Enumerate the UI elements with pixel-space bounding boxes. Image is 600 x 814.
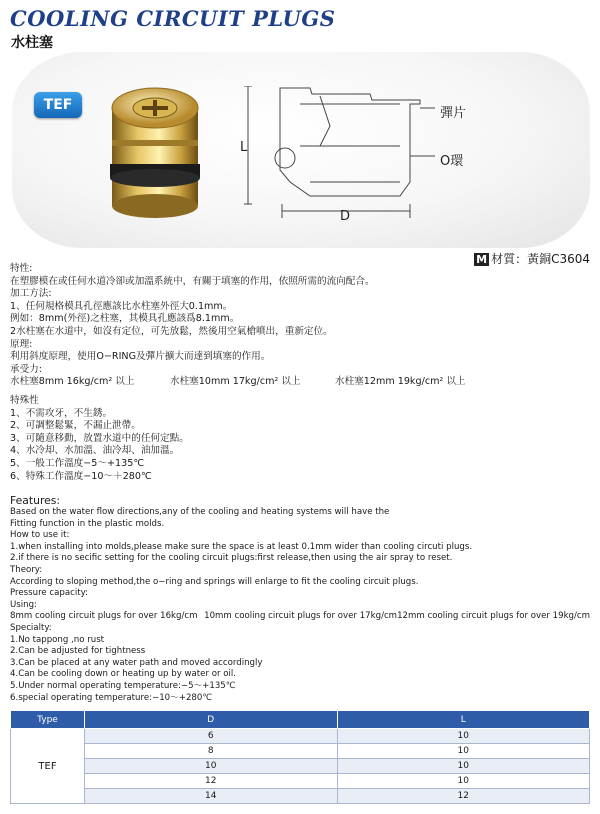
table-row [11,729,590,744]
l-cell: 10 [337,759,590,774]
en-line: 4.Can be cooling down or heating up by water or oil. [10,669,237,680]
cn-line: 5、一般工作溫度−5～+135℃ [10,457,145,469]
en-line: 2.if there is no secific setting for the cooling circuit plugs:first release,then using the air spray to reset. [10,553,453,564]
cn-line: 利用斜度原理，使用O−RING及彈片擴大而達到填塞的作用。 [10,351,271,363]
d-cell: 14 [85,789,338,804]
en-line: Based on the water flow directions,any of the cooling and heating systems will have the [10,507,390,517]
cn-line: 6、特殊工作溫度−10～＋280℃ [10,470,152,482]
dim-l-label: L [240,140,248,155]
table-row [11,759,590,774]
en-line: How to use it: [10,530,70,541]
en-line: Specialty: [10,622,52,633]
l-cell: 10 [337,729,590,744]
en-line: According to sloping method,the o−ring and springs will enlarge to fit the cooling circuit plugs. [10,576,419,587]
technical-drawing [240,86,440,226]
material-icon: M [476,253,488,266]
d-cell: 6 [85,729,338,744]
english-description [10,494,590,704]
cn-line: 特性: [10,263,33,274]
d-cell: 10 [85,759,338,774]
cn-line: 4、水冷却、水加溫、油冷却、油加溫。 [10,445,180,457]
cn-line: 在塑膠模在或任何水道冷卻或加溫系統中，有關于填塞的作用，依照所需的流向配合。 [10,275,375,287]
l-cell: 10 [337,774,590,789]
cn-pressure-12: 水柱塞12mm 19kg/cm² 以上 [335,376,466,388]
l-cell: 12 [337,789,590,804]
col-d: D [85,711,338,729]
cn-pressure-10: 水柱塞10mm 17kg/cm² 以上 [170,376,301,388]
en-pressure-10: 10mm cooling circuit plugs for over 17kg/cm [204,611,398,622]
page-title: COOLING CIRCUIT PLUGS [10,6,336,31]
l-cell: 10 [337,744,590,759]
plug-photo [100,78,210,228]
table-row [11,774,590,789]
en-line: Fitting function in the plastic molds. [10,518,165,529]
en-pressure-12: 12mm cooling circuit plugs for over 19kg/cm [397,611,590,622]
en-line: 6.special operating temperature:−10～+280℃ [10,692,213,703]
d-cell: 8 [85,744,338,759]
table-row [11,744,590,759]
dim-d-label: D [340,209,351,224]
en-line: 3.Can be placed at any water path and moved accordingly [10,657,263,668]
cn-line: 1、任何規格模具孔徑應該比水柱塞外徑大0.1mm。 [10,300,233,312]
en-pressure-8: 8mm cooling circuit plugs for over 16kg/cm [10,611,198,622]
en-line: Pressure capacity: [10,588,88,599]
cn-line: 例如：8mm(外徑)之柱塞，其模具孔應該爲8.1mm。 [10,313,240,325]
en-line: 1.when installing into molds,please make sure the space is at least 0.1mm wider than cooling circuti plugs. [10,541,473,552]
oring-label: O環 [440,154,464,169]
cn-pressure-8: 水柱塞8mm 16kg/cm² 以上 [10,376,135,388]
type-cell: TEF [11,729,85,804]
cn-line: 原理: [10,338,33,350]
cn-line: 承受力: [10,363,43,375]
cn-line: 特殊性 [10,394,39,406]
cn-line: 3、可隨意移動，放置水道中的任何定點。 [10,432,189,444]
tef-badge: TEF [34,92,82,118]
chinese-description [10,263,590,483]
en-line: 1.No tappong ,no rust [10,634,105,645]
table-row [11,789,590,804]
d-cell: 12 [85,774,338,789]
cn-line: 1、不需攻牙，不生銹。 [10,407,113,419]
spring-label: 彈片 [440,106,467,121]
en-line: Theory: [10,564,43,575]
cn-pressure-row [10,376,590,389]
en-heading: Features: [10,494,61,507]
cn-line: 加工方法: [10,288,52,300]
col-type: Type [11,711,85,729]
spec-table [10,710,590,804]
cn-line: 2、可調整鬆緊，不漏止泄帶。 [10,420,141,432]
en-line: Using: [10,599,37,610]
page-subtitle: 水柱塞 [11,35,53,51]
en-line: 5.Under normal operating temperature:−5～+135℃ [10,680,236,691]
material-text: 材質：黃銅C3604 [491,252,590,266]
en-line: 2.Can be adjusted for tightness [10,646,146,657]
en-pressure-row [10,611,590,623]
col-l: L [337,711,590,729]
cn-line: 2水柱塞在水道中，如沒有定位，可先放鬆，然後用空氣槍噴出，重新定位。 [10,325,333,337]
